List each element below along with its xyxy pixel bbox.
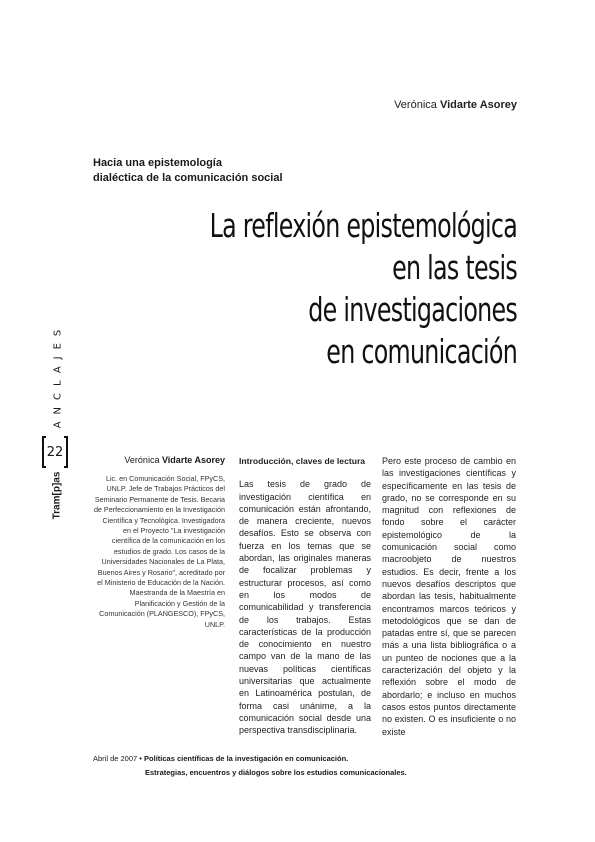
author-name-first: Verónica (124, 455, 160, 465)
journal-logo-text: Tram[p]as (51, 471, 63, 519)
author-name-last: Vidarte Asorey (161, 455, 225, 465)
footer-line-1 (93, 752, 407, 766)
section-label-text: ANCLAJES (52, 322, 64, 428)
page-number (42, 436, 68, 468)
footer-title-2: Estrategias, encuentros y diálogos sobre los estudios comunicacionales. (145, 768, 407, 777)
header-author-first: Verónica (394, 99, 437, 111)
header-author (394, 99, 517, 111)
title-line-3: de investigaciones (308, 290, 517, 329)
footer-date: Abril de 2007 (93, 754, 138, 763)
body-paragraph-2: Pero este proceso de cambio en las investigaciones científicas y específicamente en las tesis de grado, no se corresponde en su magnitud con reflexiones de fondo sobre el carácter epistemológico de la comunicación social como macroobjeto de nuestros estudios. Es decir, frente a los nuevos desafíos descriptos que abordan las tesis, habitualmente encontramos marcos teóricos y metodológicos que se dan de patadas entre sí, que se parecen más a una lista bibliográfica o a un punteo de nociones que a la caracterización del objeto y la reflexión sobre el modo de abordarlo; e incluso en muchos casos estos puntos directamente no existen. O es insuficiente o no existe (382, 456, 516, 737)
article-title (210, 205, 517, 373)
author-bio: Lic. en Comunicación Social, FPyCS, UNLP. Jefe de Trabajos Prácticos del Seminario Permanente de Tesis. Becaria de Perfeccionamiento en la Investigación Científica y Tecnológica. Investigadora en el Proyecto "La investigación científica de la comunicación en los estudios de grado. Los casos de la Universidades Nacionales de La Plata, Buenos Aires y Rosario", acreditado por el Ministerio de Educación de la Nación. Maestranda de la Maestría en Planificación y Gestión de la Comunicación (PLANGESCO), FPyCS, UNLP. (93, 474, 225, 629)
page-footer (93, 752, 407, 780)
author-box (93, 455, 225, 630)
title-line-2: en las tesis (392, 248, 517, 287)
bracket-right (64, 436, 68, 468)
page-number-text: 22 (46, 444, 64, 460)
body-column-1 (239, 455, 371, 737)
subtitle-line-2: dialéctica de la comunicación social (93, 172, 283, 184)
section-label (48, 322, 68, 428)
body-column-2 (382, 455, 516, 738)
footer-title-1: Políticas científicas de la investigación en comunicación. (144, 754, 349, 763)
header-author-last: Vidarte Asorey (439, 99, 517, 111)
footer-bullet: • (139, 754, 142, 763)
article-subtitle (93, 156, 283, 186)
journal-logo (47, 470, 67, 520)
title-line-1: La reflexión epistemológica (209, 206, 517, 245)
body-paragraph-1: Las tesis de grado de investigación científica en comunicación están afrontando, de manera creciente, nuevos desafíos. Esto se observa con fuerza en los temas que se abordan, las originales maneras de focalizar problemas y estructurar procesos, así como en los modos de comunicabilidad y transferencia de los trabajos. Estas características de la producción de conocimiento en nuestro campo van de la mano de las nuevas políticas científicas universitarias que actualmente en Latinoamérica postulan, de forma casi unánime, a la comunicación social desde una perspectiva transdisciplinaria. (239, 479, 371, 736)
bracket-left (42, 436, 46, 468)
subtitle-line-1: Hacia una epistemología (93, 157, 222, 169)
author-name (93, 455, 225, 465)
section-heading: Introducción, claves de lectura (239, 456, 366, 466)
title-line-4: en comunicación (326, 332, 517, 371)
